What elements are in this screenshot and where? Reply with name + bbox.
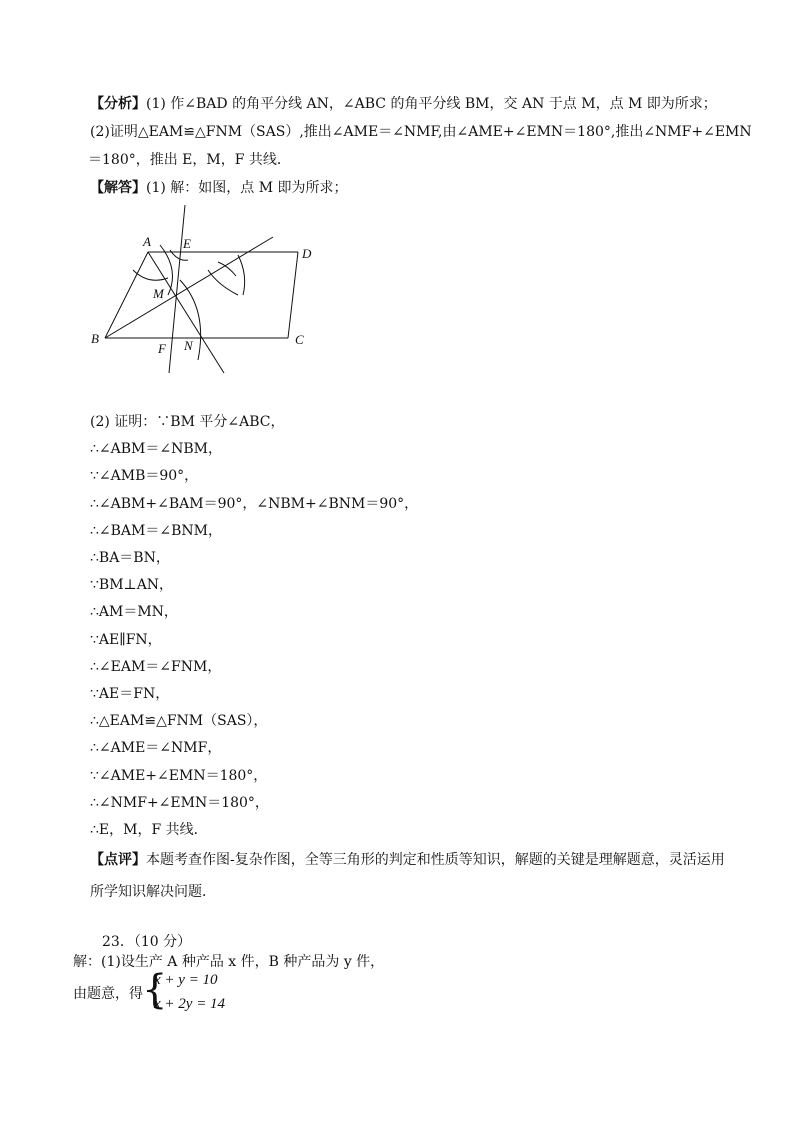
proof-line: ∵AE∥FN， — [90, 631, 162, 648]
comment-text-1: 本题考查作图-复杂作图，全等三角形的判定和性质等知识，解题的关键是理解题意，灵活运用 — [146, 852, 725, 868]
proof-line: ∵∠AMB＝90°， — [90, 468, 199, 485]
comment-line-1 — [90, 851, 725, 869]
proof-line: ∴AM＝MN， — [90, 604, 178, 621]
proof-line: ∵BM⊥AN， — [90, 577, 174, 594]
proof-line: ∴∠ABM＝∠NBM， — [90, 441, 222, 458]
label-F: F — [158, 341, 166, 356]
q23-equation-2: x + 2y = 14 — [154, 996, 226, 1012]
segment-DC — [288, 252, 298, 338]
proof-line: ∴∠NMF+∠EMN＝180°， — [90, 794, 269, 811]
label-N: N — [184, 338, 193, 353]
q23-line-1: 解：(1)设生产 A 种产品 x 件，B 种产品为 y 件， — [73, 954, 385, 970]
proof-line: ∵AE＝FN， — [90, 686, 170, 702]
label-C: C — [295, 332, 304, 347]
proof-line: ∴△EAM≌△FNM（SAS）， — [90, 713, 268, 730]
answer-tag: 【解答】 — [90, 180, 146, 196]
label-E: E — [183, 236, 191, 251]
analysis-line-2: (2)证明△EAM≌△FNM（SAS）,推出∠AME＝∠NMF,由∠AME+∠EMN＝180°,推出∠NMF+∠EMN — [90, 124, 752, 140]
q23-brace: { — [142, 967, 168, 1013]
label-B: B — [91, 331, 99, 346]
proof-line: ∴∠EAM＝∠FNM， — [90, 658, 222, 675]
proof-line: ∴∠BAM＝∠BNM， — [90, 522, 222, 539]
proof-line: (2) 证明：∵BM 平分∠ABC， — [90, 414, 285, 430]
proof-line: ∴∠AME＝∠NMF， — [90, 740, 222, 757]
label-M: M — [153, 286, 164, 301]
analysis-line-1 — [90, 95, 717, 113]
q23-header: 23．（10 分） — [102, 934, 192, 950]
label-D: D — [302, 246, 312, 261]
q23-equation-1: x + y = 10 — [154, 972, 218, 988]
proof-line: ∴BA＝BN， — [90, 550, 170, 566]
geometry-figure — [88, 200, 328, 380]
proof-line: ∵∠AME+∠EMN＝180°， — [90, 767, 268, 784]
proof-line: ∴E，M，F 共线． — [90, 822, 208, 838]
analysis-tag: 【分析】 — [90, 96, 146, 112]
comment-tag: 【点评】 — [90, 852, 146, 868]
answer-line-1 — [90, 179, 348, 197]
proof-line: ∴∠ABM+∠BAM＝90°，∠NBM+∠BNM＝90°， — [90, 495, 419, 512]
analysis-text-1: (1) 作∠BAD 的角平分线 AN，∠ABC 的角平分线 BM，交 AN 于点 M，点 M 即为所求； — [146, 96, 717, 112]
analysis-line-3: ＝180°，推出 E，M，F 共线． — [88, 152, 291, 168]
answer-text-1: (1) 解：如图，点 M 即为所求； — [146, 180, 348, 196]
comment-line-2: 所学知识解决问题． — [90, 884, 216, 900]
label-A: A — [143, 234, 151, 249]
arc-construction-5 — [238, 255, 245, 295]
q23-line-2: 由题意，得 — [73, 986, 143, 1002]
